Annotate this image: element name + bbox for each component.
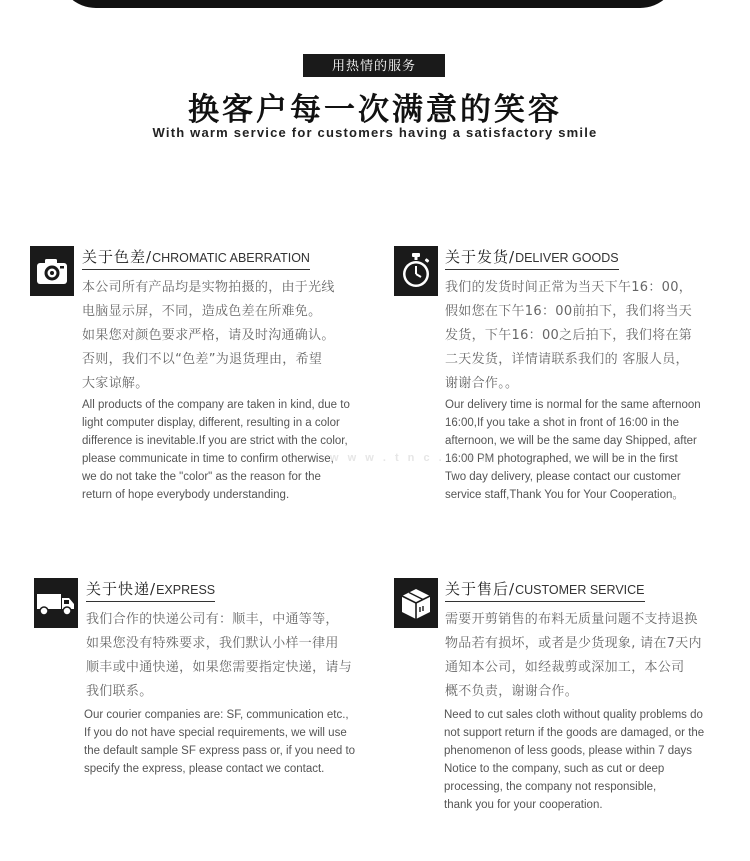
chromatic-en-line: light computer display, different, resulting in a color bbox=[82, 417, 340, 429]
express-title-cn: 关于快递/ bbox=[86, 580, 157, 598]
deliver-cn-line: 谢谢合作。。 bbox=[445, 376, 519, 391]
service-en-line: thank you for your cooperation. bbox=[444, 799, 603, 811]
service-en-line: Notice to the company, such as cut or deep bbox=[444, 763, 665, 775]
watermark-url: w w w . t n c . c o m bbox=[330, 452, 495, 464]
service-en-line: phenomenon of less goods, please within 7 days bbox=[444, 745, 693, 757]
package-icon bbox=[394, 578, 438, 628]
express-cn-line: 顺丰或中通快递，如果您需要指定快递，请与 bbox=[86, 660, 353, 675]
service-en-line: not support return if the goods are damaged, or the bbox=[444, 727, 705, 739]
service-title-en: CUSTOMER SERVICE bbox=[515, 583, 645, 597]
truck-icon bbox=[34, 578, 78, 628]
express-en-line: If you do not have special requirements, we will use bbox=[84, 727, 347, 739]
service-title-cn: 关于售后/ bbox=[445, 580, 516, 598]
express-en-body bbox=[84, 706, 355, 778]
deliver-title-en: DELIVER GOODS bbox=[515, 251, 619, 265]
header-tag: 用热情的服务 bbox=[303, 54, 445, 77]
chromatic-cn-line: 如果您对颜色要求严格，请及时沟通确认。 bbox=[82, 328, 335, 343]
deliver-cn-line: 我们的发货时间正常为当天下午16：00， bbox=[445, 280, 693, 295]
deliver-en-line: service staff,Thank You for Your Cooperation。 bbox=[445, 489, 684, 501]
deliver-cn-line: 二天发货，详情请联系我们的 客服人员， bbox=[445, 352, 689, 367]
chromatic-cn-line: 电脑显示屏，不同，造成色差在所难免。 bbox=[82, 304, 322, 319]
chromatic-en-line: return of hope everybody understanding. bbox=[82, 489, 290, 501]
deliver-en-line: afternoon, we will be the same day Shipped, after bbox=[445, 435, 697, 447]
page-headline: 换客户每一次满意的笑容 bbox=[188, 92, 562, 128]
chromatic-en-line: All products of the company are taken in kind, due to bbox=[82, 399, 350, 411]
chromatic-cn-line: 大家谅解。 bbox=[82, 376, 149, 391]
top-decorative-arc bbox=[58, 0, 678, 8]
deliver-en-line: Our delivery time is normal for the same afternoon bbox=[445, 399, 701, 411]
express-title-en: EXPRESS bbox=[156, 583, 216, 597]
chromatic-cn-body bbox=[82, 276, 335, 396]
chromatic-en-body bbox=[82, 396, 350, 504]
service-cn-line: 物品若有损坏，或者是少货现象, 请在7天内 bbox=[445, 636, 702, 651]
camera-icon bbox=[30, 246, 74, 296]
deliver-cn-body bbox=[445, 276, 692, 396]
express-en-line: specify the express, please contact we contact. bbox=[84, 763, 325, 775]
deliver-en-body bbox=[445, 396, 701, 504]
deliver-en-line: 16:00,If you take a shot in front of 16:00 in the bbox=[445, 417, 679, 429]
chromatic-en-line: please communicate in time to confirm otherwise, bbox=[82, 453, 334, 465]
service-en-line: processing, the company not responsible, bbox=[444, 781, 657, 793]
deliver-cn-line: 发货，下午16：00之后拍下，我们将在第 bbox=[445, 328, 693, 343]
chromatic-en-line: we do not take the "color" as the reason for the bbox=[82, 471, 321, 483]
deliver-cn-line: 假如您在下午16：00前拍下，我们将当天 bbox=[445, 304, 693, 319]
service-en-line: Need to cut sales cloth without quality problems do bbox=[444, 709, 703, 721]
express-en-line: Our courier companies are: SF, communication etc., bbox=[84, 709, 349, 721]
chromatic-cn-line: 本公司所有产品均是实物拍摄的，由于光线 bbox=[82, 280, 335, 295]
service-cn-line: 概不负责，谢谢合作。 bbox=[445, 684, 579, 699]
deliver-en-line: Two day delivery, please contact our customer bbox=[445, 471, 681, 483]
service-en-body bbox=[444, 706, 704, 814]
service-cn-body bbox=[445, 608, 702, 704]
deliver-title bbox=[445, 246, 619, 270]
deliver-en-line: 16:00 PM photographed, we will be in the first bbox=[445, 453, 678, 465]
chromatic-title-en: CHROMATIC ABERRATION bbox=[152, 251, 310, 265]
express-cn-line: 我们联系。 bbox=[86, 684, 153, 699]
service-cn-line: 需要开剪销售的布料无质量问题不支持退换 bbox=[445, 612, 698, 627]
express-title bbox=[86, 578, 215, 602]
express-cn-body bbox=[86, 608, 352, 704]
deliver-title-cn: 关于发货/ bbox=[445, 248, 516, 266]
service-cn-line: 通知本公司，如经裁剪或深加工，本公司 bbox=[445, 660, 685, 675]
chromatic-en-line: difference is inevitable.If you are strict with the color, bbox=[82, 435, 348, 447]
chromatic-title-cn: 关于色差/ bbox=[82, 248, 153, 266]
express-en-line: the default sample SF express pass or, if you need to bbox=[84, 745, 356, 757]
page-subhead: With warm service for customers having a satisfactory smile bbox=[152, 125, 598, 140]
chromatic-cn-line: 否则，我们不以“色差”为退货理由，希望 bbox=[82, 352, 323, 367]
chromatic-title bbox=[82, 246, 310, 270]
express-cn-line: 如果您没有特殊要求，我们默认小样一律用 bbox=[86, 636, 339, 651]
stopwatch-icon bbox=[394, 246, 438, 296]
express-cn-line: 我们合作的快递公司有：顺丰，中通等等， bbox=[86, 612, 339, 627]
service-title bbox=[445, 578, 645, 602]
